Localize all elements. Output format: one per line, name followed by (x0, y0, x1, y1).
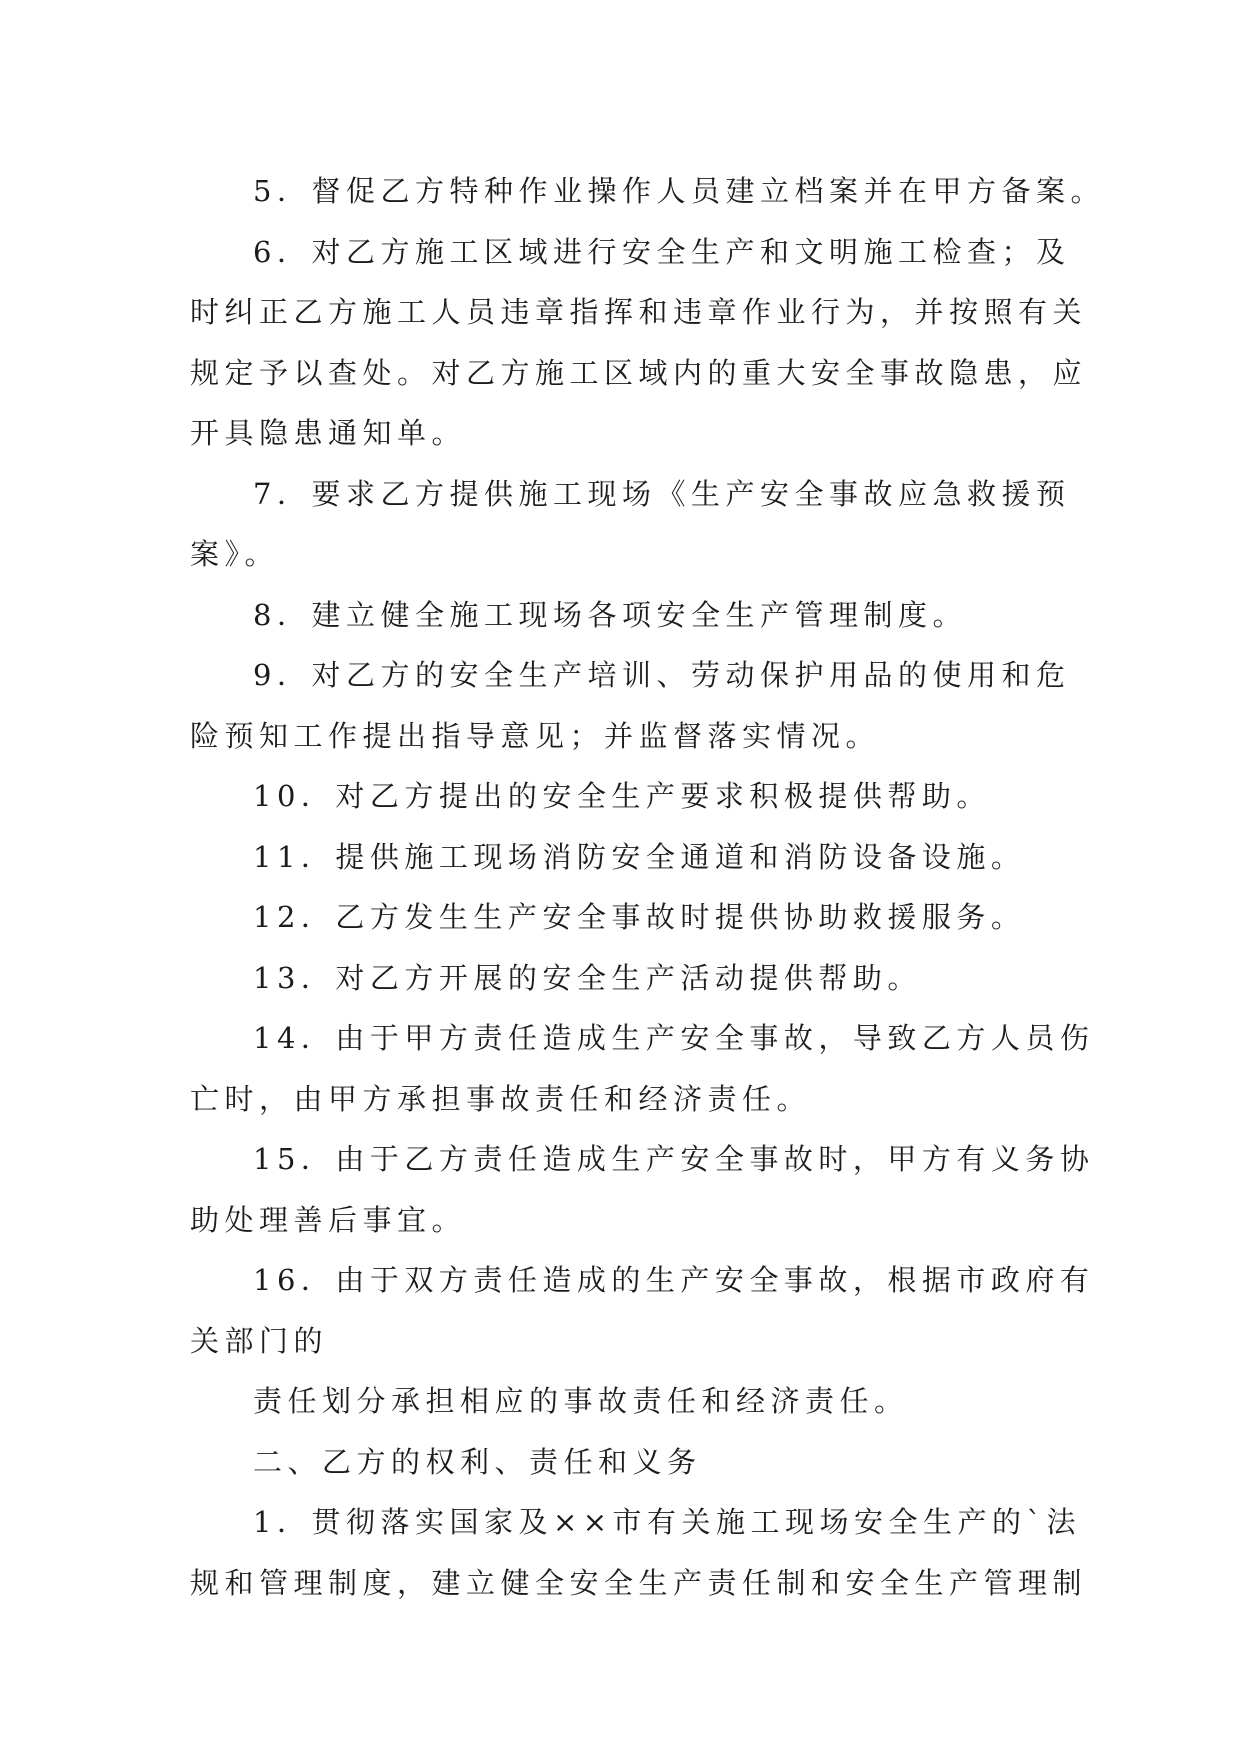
text-line: 案》。 (190, 537, 280, 571)
text-line: 5．督促乙方特种作业操作人员建立档案并在甲方备案。 (253, 174, 1105, 208)
text-line: 16．由于双方责任造成的生产安全事故，根据市政府有 (253, 1263, 1095, 1297)
text-line: 助处理善后事宜。 (190, 1202, 467, 1237)
paragraph-p11 (190, 827, 1060, 888)
paragraph-p12 (190, 887, 1060, 948)
paragraph-q1 (190, 1492, 1088, 1613)
text-line: 13．对乙方开展的安全生产活动提供帮助。 (253, 960, 922, 995)
text-line: 开具隐患通知单。 (190, 416, 467, 450)
text-line: 规定予以查处。对乙方施工区域内的重大安全事故隐患，应 (190, 355, 1088, 390)
text-line: 1．贯彻落实国家及××市有关施工现场安全生产的`法 (253, 1505, 1082, 1539)
text-line: 二、乙方的权利、责任和义务 (253, 1444, 702, 1479)
text-line: 15．由于乙方责任造成生产安全事故时，甲方有义务协 (253, 1142, 1095, 1176)
text-line: 时纠正乙方施工人员违章指挥和违章作业行为，并按照有关 (190, 295, 1088, 329)
text-line: 亡时，由甲方承担事故责任和经济责任。 (190, 1081, 812, 1116)
text-line: 11．提供施工现场消防安全通道和消防设备设施。 (253, 839, 1026, 874)
paragraph-s2 (190, 1432, 1060, 1493)
paragraph-p15 (190, 1129, 1095, 1250)
text-line: 7．要求乙方提供施工现场《生产安全事故应急救援预 (253, 476, 1071, 511)
text-line: 10．对乙方提出的安全生产要求积极提供帮助。 (253, 779, 991, 813)
text-line: 险预知工作提出指导意见；并监督落实情况。 (190, 718, 881, 753)
paragraph-p7 (190, 464, 1071, 585)
text-line: 14．由于甲方责任造成生产安全事故，导致乙方人员伤 (253, 1021, 1095, 1055)
text-line: 关部门的 (190, 1323, 329, 1358)
text-line: 8．建立健全施工现场各项安全生产管理制度。 (253, 597, 967, 632)
paragraph-p5 (190, 161, 1105, 222)
text-line: 6．对乙方施工区域进行安全生产和文明施工检查；及 (253, 234, 1071, 269)
text-line: 规和管理制度，建立健全安全生产责任制和安全生产管理制 (190, 1565, 1088, 1600)
paragraph-p10 (190, 766, 1060, 827)
text-line: 9．对乙方的安全生产培训、劳动保护用品的使用和危 (253, 658, 1071, 692)
paragraph-p16b (190, 1371, 1060, 1432)
paragraph-p16 (190, 1250, 1095, 1371)
text-line: 责任划分承担相应的事故责任和经济责任。 (253, 1384, 909, 1418)
paragraph-p13 (190, 948, 1060, 1009)
paragraph-p9 (190, 645, 1071, 766)
paragraph-p14 (190, 1008, 1095, 1129)
document-body (190, 161, 1105, 1613)
paragraph-p8 (190, 585, 1060, 646)
paragraph-p6 (190, 222, 1088, 464)
text-line: 12．乙方发生生产安全事故时提供协助救援服务。 (253, 900, 1026, 934)
